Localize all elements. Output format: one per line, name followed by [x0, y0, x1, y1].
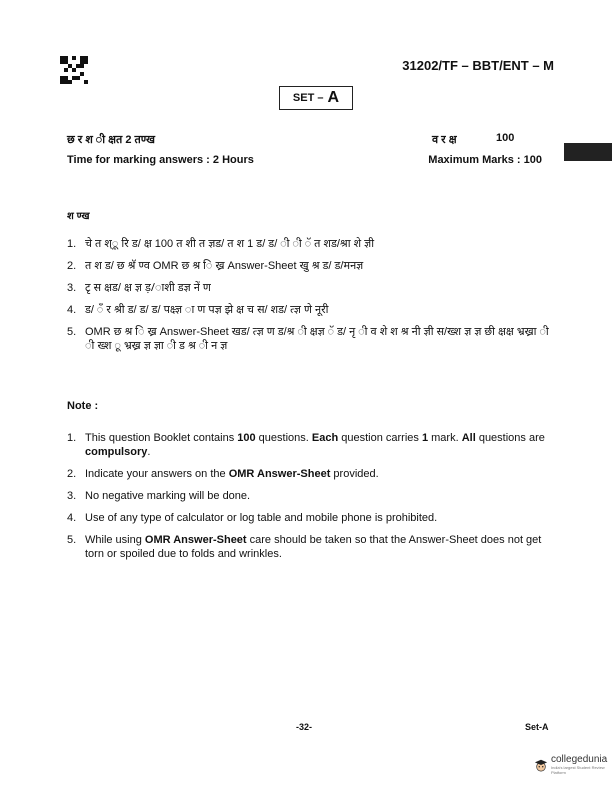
- note-item: 5. While using OMR Answer-Sheet care should be taken so that the Answer-Sheet does not get torn or spoiled due to folds and wrinkles.: [67, 534, 542, 560]
- hindi-instructions: [67, 237, 557, 361]
- hindi-instruction: 3. टृ स क्षड/ क्ष ज्ञ ड़/ाशी डज्ञ नें ण: [67, 282, 211, 294]
- footer-set: Set-A: [525, 722, 549, 732]
- set-letter: A: [327, 89, 340, 106]
- set-box: [279, 86, 353, 110]
- note-item: 3. No negative marking will be done.: [67, 490, 251, 502]
- graduate-mascot-icon: [534, 757, 548, 773]
- set-label: SET –: [292, 92, 324, 104]
- watermark-tagline: India's largest Student Review Platform: [551, 765, 605, 775]
- hindi-marks-label: व र क्ष: [432, 134, 457, 146]
- hindi-instruction: 1. चे त श्ू रि ड/ क्ष 100 त शी त ज्ञड/ त श 1 ड/ ड/ ी ी ॅ त शड/श्रा शे ज्ञी: [67, 238, 375, 250]
- side-tab-marker: [564, 143, 612, 161]
- hindi-marks-value: 100: [496, 132, 515, 144]
- page-number: -32-: [296, 722, 313, 732]
- hindi-instruction: 4. ड/ ँ र श्री ड/ ड/ ड/ पक्ष्ज्ञ ा ण पज्ञ झे क्ष च स/ शड/ त्ज्ञ णे नूरी: [67, 304, 329, 316]
- hindi-time-label: छ र श ी क्षत 2 तण्ख: [67, 134, 155, 146]
- note-item: 4. Use of any type of calculator or log table and mobile phone is prohibited.: [67, 512, 438, 524]
- hindi-instruction: 5. OMR छ श्र ि ख्र Answer-Sheet खड/ त्ज्ञ ण ड/श्र ी क्षज्ञ ॅ ड/ नृ ी व शे श श्र नी ज्ञी स/ख्श ज्ञ ज्ञ छी क्षक्ष भ्रख्रा ी ी ख्श ू भ्रख्र ज्ञ ज्ञा ी ड श्र ी न ज्ञ: [67, 326, 549, 352]
- hindi-note-heading: श ण्ख: [67, 211, 90, 222]
- time-for-marking: Time for marking answers : 2 Hours: [67, 154, 254, 166]
- hindi-instruction: 2. त श ड/ छ श्रॅ ण्व OMR छ श्र ि ख्र Answer-Sheet खु श्र ड/ ड/मनज्ञ: [67, 260, 364, 272]
- paper-code: 31202/TF – BBT/ENT – M: [402, 58, 554, 73]
- watermark-name: collegedunia: [551, 754, 608, 765]
- note-heading: Note :: [67, 400, 99, 412]
- watermark-logo: [534, 755, 612, 775]
- maximum-marks: Maximum Marks : 100: [428, 154, 542, 166]
- qr-code-icon: [60, 56, 88, 84]
- english-notes: [67, 431, 547, 569]
- note-item: 2. Indicate your answers on the OMR Answer-Sheet provided.: [67, 468, 379, 480]
- note-item: 1. This question Booklet contains 100 questions. Each question carries 1 mark. All questions are compulsory.: [67, 432, 545, 458]
